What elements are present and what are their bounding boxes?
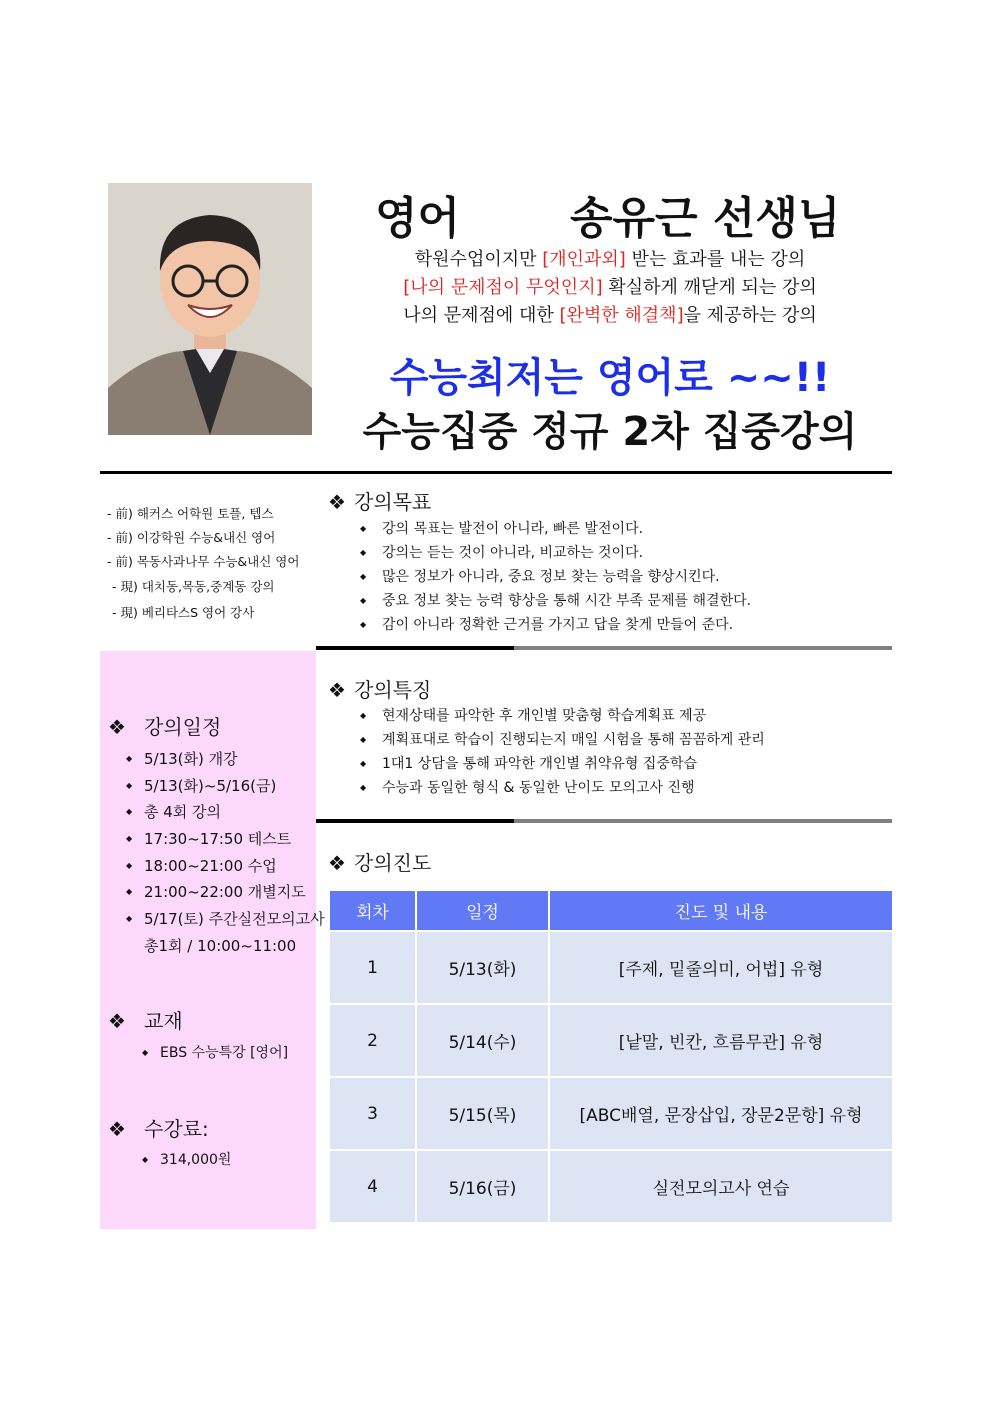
career-item: - 前) 이강학원 수능&내신 영어 <box>107 530 276 545</box>
table-cell: [ABC배열, 문장삽입, 장문2문항] 유형 <box>549 1077 892 1150</box>
feature-item: ◆ 수능과 동일한 형식 & 동일한 난이도 모의고사 진행 <box>354 776 765 800</box>
tagline-highlight: [개인과외] <box>542 249 626 270</box>
feature-item: ◆ 계획표대로 학습이 진행되는지 매일 시험을 통해 꼼꼼하게 관리 <box>354 728 765 752</box>
feature-item: ◆ 현재상태를 파악한 후 개인별 맞춤형 학습계획표 제공 <box>354 704 765 728</box>
goal-item: ◆ 감이 아니라 정확한 근거를 가지고 답을 찾게 만들어 준다. <box>354 613 751 637</box>
schedule-item: ◆ 5/13(화)~5/16(금) <box>120 773 325 800</box>
diamond-bullet-icon: ❖ <box>108 1009 126 1033</box>
table-cell: 5/16(금) <box>416 1150 549 1222</box>
progress-table <box>330 891 892 1222</box>
teacher-name: 송유근 선생님 <box>570 193 841 244</box>
schedule-item-continuation: 총1회 / 10:00~11:00 <box>144 936 297 955</box>
title-line <box>330 182 890 242</box>
textbook-item: ◆ EBS 수능특강 [영어] <box>136 1040 288 1067</box>
textbook-title: 교재 <box>144 1009 183 1033</box>
teacher-photo <box>108 183 312 435</box>
table-row <box>330 1150 892 1222</box>
goal-item: ◆ 강의 목표는 발전이 아니라, 빠른 발전이다. <box>354 517 751 541</box>
progress-title: 강의진도 <box>354 851 432 875</box>
schedule-item: ◆ 5/17(토) 주간실전모의고사 <box>120 906 325 933</box>
schedule-item: ◆ 18:00~21:00 수업 <box>120 853 325 880</box>
schedule-item: ◆ 총 4회 강의 <box>120 799 325 826</box>
diamond-bullet-icon: ❖ <box>328 678 346 702</box>
goals-heading <box>328 486 431 515</box>
diamond-bullet-icon: ❖ <box>108 1117 126 1141</box>
divider-gray <box>514 819 892 823</box>
divider-features <box>316 819 892 823</box>
features-heading <box>328 674 431 703</box>
table-header-cell: 회차 <box>330 891 416 931</box>
fee-list <box>136 1147 231 1174</box>
table-cell: 5/13(화) <box>416 931 549 1004</box>
career-item: - 現) 대치동,목동,중계동 강의 <box>112 579 275 594</box>
table-cell: 실전모의고사 연습 <box>549 1150 892 1222</box>
diamond-bullet-icon: ❖ <box>328 851 346 875</box>
table-row <box>330 1077 892 1150</box>
tagline-highlight: [나의 문제점이 무엇인지] <box>403 277 603 298</box>
schedule-item: ◆ 21:00~22:00 개별지도 <box>120 879 325 906</box>
progress-heading <box>328 847 431 876</box>
table-header-row <box>330 891 892 931</box>
table-cell: 2 <box>330 1004 416 1077</box>
divider-top <box>100 471 892 474</box>
goals-list <box>354 517 751 637</box>
schedule-item: ◆ 17:30~17:50 테스트 <box>120 826 325 853</box>
features-list <box>354 704 765 800</box>
slogan-primary: 수능최저는 영어로 ~~!! <box>389 355 831 401</box>
slogan-secondary: 수능집중 정규 2차 집중강의 <box>362 409 858 455</box>
diamond-bullet-icon: ❖ <box>108 715 126 739</box>
table-cell: 5/14(수) <box>416 1004 549 1077</box>
teacher-portrait-image <box>108 183 312 435</box>
textbook-list <box>136 1040 288 1067</box>
career-item: - 前) 목동사과나무 수능&내신 영어 <box>107 554 300 569</box>
subject-title: 영어 <box>375 193 461 244</box>
tagline-text: 받는 효과를 내는 강의 <box>625 249 806 270</box>
textbook-heading <box>108 1005 183 1034</box>
diamond-bullet-icon: ❖ <box>328 490 346 514</box>
table-cell: [주제, 밑줄의미, 어법] 유형 <box>549 931 892 1004</box>
schedule-list <box>120 746 325 960</box>
tagline-text: 확실하게 깨닫게 되는 강의 <box>602 277 817 298</box>
tagline-1 <box>330 245 890 271</box>
goal-item: ◆ 많은 정보가 아니라, 중요 정보 찾는 능력을 향상시킨다. <box>354 565 751 589</box>
table-row <box>330 1004 892 1077</box>
divider-dark <box>316 646 514 650</box>
schedule-item: ◆ 5/13(화) 개강 <box>120 746 325 773</box>
table-cell: 5/15(목) <box>416 1077 549 1150</box>
tagline-text: 을 제공하는 강의 <box>683 305 817 326</box>
table-header-cell: 진도 및 내용 <box>549 891 892 931</box>
tagline-text: 나의 문제점에 대한 <box>403 305 560 326</box>
fee-heading <box>108 1113 209 1142</box>
tagline-3 <box>330 301 890 327</box>
goal-item: ◆ 중요 정보 찾는 능력 향상을 통해 시간 부족 문제를 해결한다. <box>354 589 751 613</box>
divider-dark <box>316 819 514 823</box>
table-header-cell: 일정 <box>416 891 549 931</box>
tagline-highlight: [완벽한 해결책] <box>559 305 684 326</box>
divider-gray <box>514 646 892 650</box>
career-item: - 現) 베리타스S 영어 강사 <box>112 605 255 620</box>
table-cell: 4 <box>330 1150 416 1222</box>
table-cell: 1 <box>330 931 416 1004</box>
features-title: 강의특징 <box>354 678 432 702</box>
schedule-title: 강의일정 <box>144 715 222 739</box>
tagline-2 <box>330 273 890 299</box>
goals-title: 강의목표 <box>354 490 432 514</box>
table-cell: 3 <box>330 1077 416 1150</box>
schedule-heading <box>108 711 221 740</box>
fee-title: 수강료: <box>144 1117 209 1141</box>
fee-item: ◆ 314,000원 <box>136 1147 231 1174</box>
table-row <box>330 931 892 1004</box>
tagline-text: 학원수업이지만 <box>414 249 543 270</box>
feature-item: ◆ 1대1 상담을 통해 파악한 개인별 취약유형 집중학습 <box>354 752 765 776</box>
table-cell: [낱말, 빈칸, 흐름무관] 유형 <box>549 1004 892 1077</box>
divider-goals <box>316 646 892 650</box>
goal-item: ◆ 강의는 듣는 것이 아니라, 비교하는 것이다. <box>354 541 751 565</box>
career-item: - 前) 해커스 어학원 토플, 텝스 <box>107 506 274 521</box>
